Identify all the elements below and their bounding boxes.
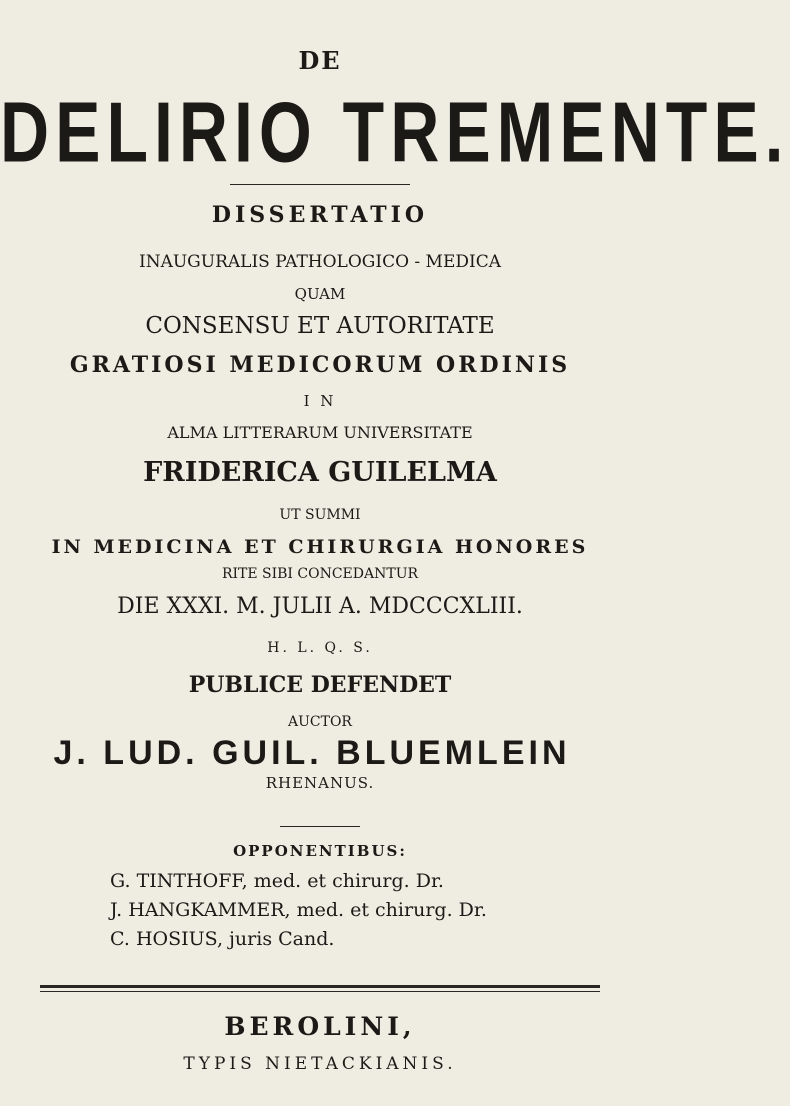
dissertatio-heading: DISSERTATIO <box>211 202 429 228</box>
opponent-1: G. TINTHOFF, med. et chirurg. Dr. <box>110 870 444 892</box>
rule-1 <box>230 184 410 185</box>
gratiosi-line: GRATIOSI MEDICORUM ORDINIS <box>69 352 571 378</box>
quam-line: QUAM <box>294 285 346 303</box>
rule-2 <box>280 826 360 827</box>
de-word: DE <box>298 46 342 75</box>
date-line: DIE XXXI. M. JULII A. MDCCCXLIII. <box>117 594 523 619</box>
opponentibus-heading: OPPONENTIBUS: <box>233 842 407 860</box>
rule-double-bottom <box>40 991 600 992</box>
inauguralis-line: INAUGURALIS PATHOLOGICO - MEDICA <box>138 252 502 272</box>
publice-line: PUBLICE DEFENDET <box>188 672 452 698</box>
in-medicina-line: IN MEDICINA ET CHIRURGIA HONORES <box>51 536 589 558</box>
typis-line: TYPIS NIETACKIANIS. <box>183 1054 457 1074</box>
rule-double-top <box>40 985 600 988</box>
consensu-line: CONSENSU ET AUTORITATE <box>145 313 495 339</box>
opponent-2: J. HANGKAMMER, med. et chirurg. Dr. <box>110 899 487 921</box>
auctor-line: AUCTOR <box>288 714 352 730</box>
rite-line: RITE SIBI CONCEDANTUR <box>221 566 419 582</box>
author-name: J. LUD. GUIL. BLUEMLEIN <box>53 734 571 772</box>
friderica-line: FRIDERICA GUILELMA <box>143 457 497 488</box>
rhenanus-line: RHENANUS. <box>265 774 375 792</box>
opponent-3: C. HOSIUS, juris Cand. <box>110 928 335 950</box>
ut-summi-line: UT SUMMI <box>279 507 361 523</box>
main-title: DELIRIO TREMENTE. <box>0 85 790 181</box>
alma-line: ALMA LITTERARUM UNIVERSITATE <box>167 423 473 442</box>
hlqs-line: H. L. Q. S. <box>267 640 373 656</box>
in-line: I N <box>303 392 337 410</box>
berolini-line: BEROLINI, <box>224 1012 416 1041</box>
